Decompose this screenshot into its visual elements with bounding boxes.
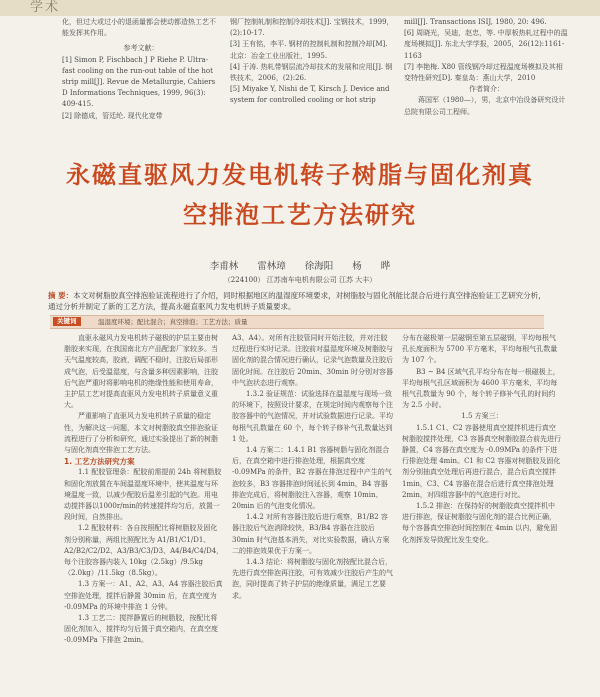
reference-item: [2] 除德成，管廷纶. 现代化宽带 — [62, 111, 163, 120]
reference-item: [5] Miyake Y, Nishi de T, Kirsch J. Device and system for controlled cooling or hot strip — [230, 85, 392, 105]
keywords-text: 温湿度环境；配比混合；真空排泡；工艺方法；质量 — [98, 318, 248, 326]
top-column-3 — [404, 17, 569, 153]
body-paragraph: 1.4 方案二：1.4.1 B1 容器树脂与固化剂混合后，在真空箱中进行排泡处理，根据真空度 -0.09MPa 的条件，B2 容器在排泡过程中产生的气泡较多，B3 容器排泡时间延长到 4min，B4 容器排泡完成后，将树脂胶注入容器，观察 10min、20min 后的气泡变化情况。 — [232, 446, 392, 511]
body-paragraph: 严重影响了直驱风力发电机转子质量的稳定性，为解决这一问题，本文对树脂胶真空排泡验证流程进行了分析和研究，通过实验提出了新的树脂与固化剂真空排泡工艺方法。 — [64, 412, 218, 455]
abstract-text: 本文对树脂胶真空排泡验证流程进行了介绍，同时根据地区的温湿度环境要求，对树脂胶与固化剂能比混合后进行真空排泡验证工艺研究分析，通过分析并制定了新的工艺方法，提高永磁直驱风力发电机转子质量要求。 — [48, 291, 546, 311]
body-paragraph: 1.2 配胶材料：各自按照配比将树脂胶及固化剂分别称量，两组比照配比为 A1/B1/C1/D1、A2/B2/C2/D2、A3/B3/C3/D3、A4/B4/C4/D4，每个注胶容器内装入 10kg（2.5kg）/9.5kg（2.0kg）/11.5kg（8.5kg）。 — [64, 524, 224, 578]
journal-header — [0, 0, 600, 16]
reference-item: [1] Simon P, Fischbach J P Riehe P. Ultra-fast cooling on the run-out table of the hot strip mill[J]. Revue de Metallurgie, Cahiers D Informations Techniques, 1999, 96(3): 409-415. — [62, 55, 218, 109]
body-paragraph: B3 ~ B4 区域气孔平均分布在每一根磁极上，平均每根气孔区域面积为 4600 平方毫米，平均每根气孔数量为 90 个，每个转子修补气孔的时间约为 2.5 小时。 — [402, 367, 560, 410]
abstract-label: 摘 要： — [48, 291, 74, 300]
references-heading: 参考文献： — [123, 44, 159, 53]
author-intro-label: 作者简介： — [469, 85, 504, 94]
body-paragraph: 1.3.2 验证规范：试验选择在温湿度与现场一致的环境下，按照设计要求，在规定时间内观察每个注胶容器中的气泡情况，并对试验数据进行记录。平均每根气孔数量在 60 个，每个转子修补气孔数量达到 1 处。 — [232, 390, 393, 443]
journal-name: 学术 — [30, 0, 61, 15]
article-authors: 李甫林 雷林璋 徐海阳 杨 晔 — [209, 261, 391, 272]
section-heading: 1.5 方案三： — [461, 412, 503, 421]
body-paragraph: 1.5.1 C1、C2 容器使用真空搅拌机进行真空树脂胶搅拌处理，C3 容器真空树脂胶混合前先进行静置，C4 容器在真空度为 -0.09MPa 的条件下进行排泡处理 4min。C1 和 C2 容器对树脂胶及固化剂分别抽真空处理后再进行混合，混合后真空搅拌 1min，C3、C4 容器在混合后进行真空排泡处理 2min，对四组容器中的气泡进行对比。 — [402, 423, 562, 499]
reference-item: mill[J]. Transactions ISIJ, 1980, 20: 496. — [404, 18, 547, 26]
body-column-3 — [402, 333, 562, 697]
body-paragraph: 直驱永磁风力发电机转子磁极的护层主要由树脂胶来实现，在我国南北方产品配套厂家较多。当天气温度较高，胶液，调配不稳时，注胶后局部形成气泡，后受温湿度，与含量多种因素影响，注胶后气泡严重时将影响电机的绝缘性能和使用寿命，主护层工艺对提高直驱风力发电机转子质量意义重大。 — [64, 334, 218, 410]
keywords-bar — [50, 315, 544, 329]
top-column-1 — [62, 17, 220, 153]
article-title-line-1: 永磁直驱风力发电机转子树脂与固化剂真 — [66, 161, 534, 189]
body-paragraph: 分布在磁极第一层磁钢至第五层磁钢，平均每根气孔长度面积为 5700 平方毫米，平均每根气孔数量为 107 个。 — [402, 334, 558, 365]
article-title-line-2: 空排泡工艺方法研究 — [183, 201, 417, 229]
body-paragraph: 1.3 方案一：A1、A2、A3、A4 容器注胶后真空排泡处理，搅拌后静置 30min 后，在真空度为 -0.09MPa 的环境中排泡 1 分钟。 — [64, 580, 223, 611]
abstract — [48, 290, 548, 312]
reference-item: [3] 王有铭，李平. 钢材的控制轧制和控制冷却[M]. 北京：冶金工业出版社，1995. — [230, 40, 390, 60]
reference-item: [6] 周晓光，吴迪，赵忠，等. 中厚板热轧过程中的温度场模拟[J]. 东北大学学报，2005，26(12):1161-1163 — [404, 29, 568, 60]
article-affiliation: （224100） 江苏南车电机有限公司 江苏 大丰） — [223, 276, 377, 284]
body-paragraph: 1.4.3 结论：将树脂胶与固化剂按配比混合后，先进行真空排泡再注胶，可有效减少注胶后产生的气泡，同时提高了转子护层的绝缘质量，满足工艺要求。 — [232, 558, 393, 600]
author-intro: 蒋国军（1980—），男，北京中冶设备研究设计总院有限公司工程师。 — [404, 96, 566, 116]
body-paragraph: 1.3 工艺二：搅拌静置后的树脂胶，按配比将固化剂加入，搅拌均匀后置于真空箱内，在真空度 -0.09MPa 下排泡 2min。 — [64, 614, 218, 645]
keywords-label: 关键词 — [53, 317, 81, 326]
reference-item: [7] 李艳梅. X80 管线钢冷却过程温度场模拟及其相变特性研究[D]. 秦皇岛：燕山大学，2010 — [404, 62, 563, 83]
body-paragraph: 1.5.2 排泡：在保持好的树脂胶真空搅拌机中进行排泡，保证树脂胶与固化剂的混合比例正确，每个容器真空排泡时间控制在 4min 以内，避免固化剂挥发导致配比发生变化。 — [402, 502, 558, 544]
reference-item: 钢厂控制轧制和控制冷却技术[J]. 宝钢技术，1999，(2):10-17. — [230, 18, 394, 38]
reference-item: [4] 于涛. 热轧带钢层流冷却技术的发展和应用[J]. 钢铁技术，2006，(2):26. — [230, 62, 393, 83]
body-paragraph: 1.1 配胶管理条：配胶前需提前 24h 将树脂胶和固化剂放置在车间温湿度环境中，使其温度与环境温度一致，以减少配胶后温差引起的气泡。用电动搅拌器以1000r/min的转速搅拌均匀后，放置一段时间，自然排出。 — [64, 468, 222, 522]
body-paragraph: 1.4.2 对所有容器注胶后进行观察，B1/B2 容器注胶后气泡消除较快，B3/B4 容器在注胶后 30min 时气泡基本消失，对比实验数据，确认方案二的排泡效果优于方案一。 — [232, 513, 390, 555]
section-heading: 1. 工艺方法研究方案 — [64, 457, 135, 467]
body-column-2 — [232, 333, 394, 697]
body-column-1 — [64, 333, 224, 697]
continued-text: 化，但过大或过小的退函量都会使动都造热工艺不能发挥其作用。 — [62, 18, 216, 38]
top-column-2 — [230, 17, 395, 153]
body-paragraph: A3、A4）。对所有注胶管同时开始注胶，并对注胶过程进行实时记录。注胶前对温湿度环境及树脂胶与固化剂的混合情况进行确认，记录气泡数量及注胶后固化时间。在注胶后 20min、30min 时分别对容器中气泡状态进行观察。 — [232, 334, 394, 387]
